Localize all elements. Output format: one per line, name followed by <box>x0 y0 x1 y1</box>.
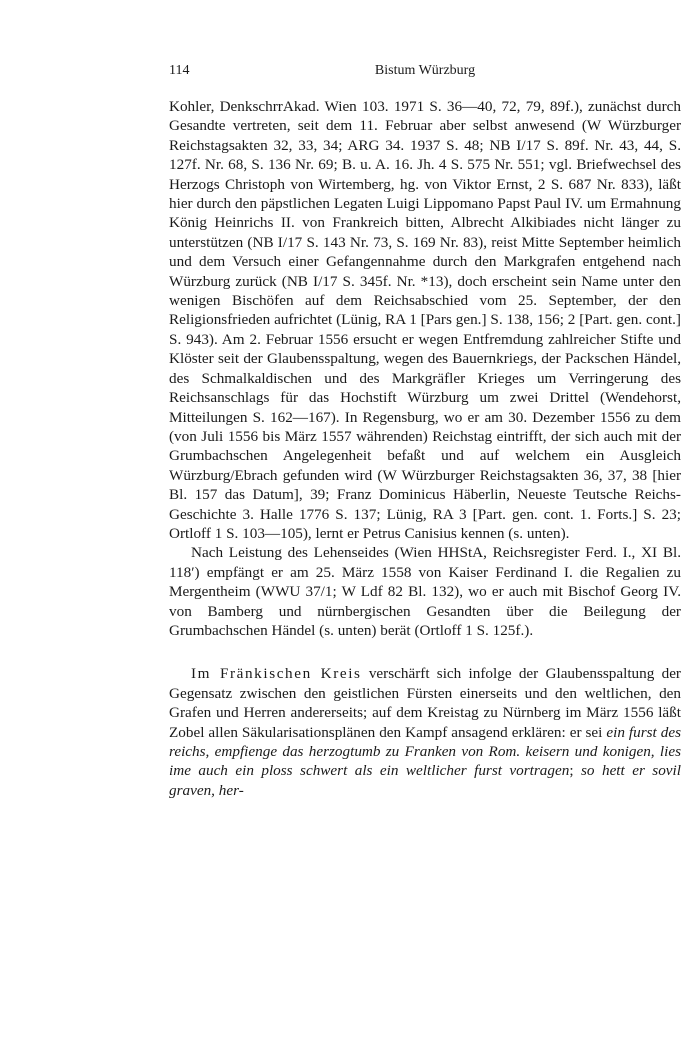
page-number: 114 <box>169 63 190 78</box>
book-page <box>169 62 681 800</box>
body-text <box>169 97 681 800</box>
section-lead: Im Fränkischen Kreis <box>191 665 362 683</box>
paragraph-3-separator: ; <box>569 762 582 780</box>
running-head <box>169 62 681 84</box>
section-spacer <box>169 640 681 664</box>
paragraph-3-text: verschärft sich infolge der Glaubensspaltung der Gegensatz zwischen den geistlichen Fürsten einerseits und den weltlichen, den Grafen und Herren andererseits; auf dem Kreistag zu Nürnberg im März 1556 läßt Zobel allen Säkularisationsplänen den Kampf ansagend erklären: er sei <box>169 665 681 741</box>
quotation-continued: so hett er sovil graven, her- <box>169 762 681 799</box>
paragraph-1: Kohler, DenkschrrAkad. Wien 103. 1971 S. 36—40, 72, 79, 89f.), zunächst durch Gesandte vertreten, seit dem 11. Februar aber selbst anwesend (W Würzburger Reichstagsakten 32, 33, 34; ARG 34. 1937 S. 48; NB I/17 S. 89f. Nr. 43, 44, S. 127f. Nr. 68, S. 136 Nr. 69; B. u. A. 16. Jh. 4 S. 575 Nr. 551; vgl. Briefwechsel des Herzogs Christoph von Wirtemberg, hg. von Viktor Ernst, 2 S. 687 Nr. 833), läßt hier durch den päpstlichen Legaten Luigi Lippomano Papst Paul IV. um Ermahnung König Heinrichs II. von Frankreich bitten, Albrecht Alkibiades nicht länger zu unterstützen (NB I/17 S. 143 Nr. 73, S. 169 Nr. 83), reist Mitte September heimlich und dem Versuch einer Gefangennahme durch den Markgrafen entgehend nach Würzburg zurück (NB I/17 S. 345f. Nr. *13), doch erscheint sein Name unter den wenigen Bischöfen auf dem Reichsabschied vom 25. September, der den Religionsfrieden aufrichtet (Lünig, RA 1 [Pars gen.] S. 138, 156; 2 [Part. gen. cont.] S. 943). Am 2. Februar 1556 ersucht er wegen Entfremdung zahlreicher Stifte und Klöster seit der Glaubensspaltung, wegen des Bauernkriegs, der Packschen Händel, des Schmalkaldischen und des Markgräfler Krieges um Verringerung des Reichsanschlags für das Hochstift Würzburg um zwei Drittel (Wendehorst, Mitteilungen S. 162—167). In Regensburg, wo er am 30. Dezember 1556 zu dem (von Juli 1556 bis März 1557 währenden) Reichstag eintrifft, der sich auch mit der Grumbachschen Angelegenheit befaßt und auf welchem ein Ausgleich Würzburg/Ebrach gefunden wird (W Würzburger Reichstagsakten 36, 37, 38 [hier Bl. 157 das Datum], 39; Franz Dominicus Häberlin, Neueste Teutsche Reichs-Geschichte 3. Halle 1776 S. 137; Lünig, RA 3 [Part. gen. cont. 1. Forts.] S. 23; Ortloff 1 S. 103—105), lernt er Petrus Canisius kennen (s. unten). <box>169 98 681 542</box>
quotation: ein furst des reichs, empfienge das herzogtumb zu Franken von Rom. keisern und konigen, lies ime auch ein ploss schwert als ein weltlicher furst vortragen <box>169 723 682 780</box>
paragraph-2: Nach Leistung des Lehenseides (Wien HHStA, Reichsregister Ferd. I., XI Bl. 118′) empfängt er am 25. März 1558 von Kaiser Ferdinand I. die Regalien zu Mergentheim (WWU 37/1; W Ldf 82 Bl. 132), wo er auch mit Bischof Georg IV. von Bamberg und nürnbergischen Gesandten über die Beilegung der Grumbachschen Händel (s. unten) berät (Ortloff 1 S. 125f.). <box>169 544 681 639</box>
running-title: Bistum Würzburg <box>374 63 476 78</box>
paragraph-3 <box>169 664 681 800</box>
